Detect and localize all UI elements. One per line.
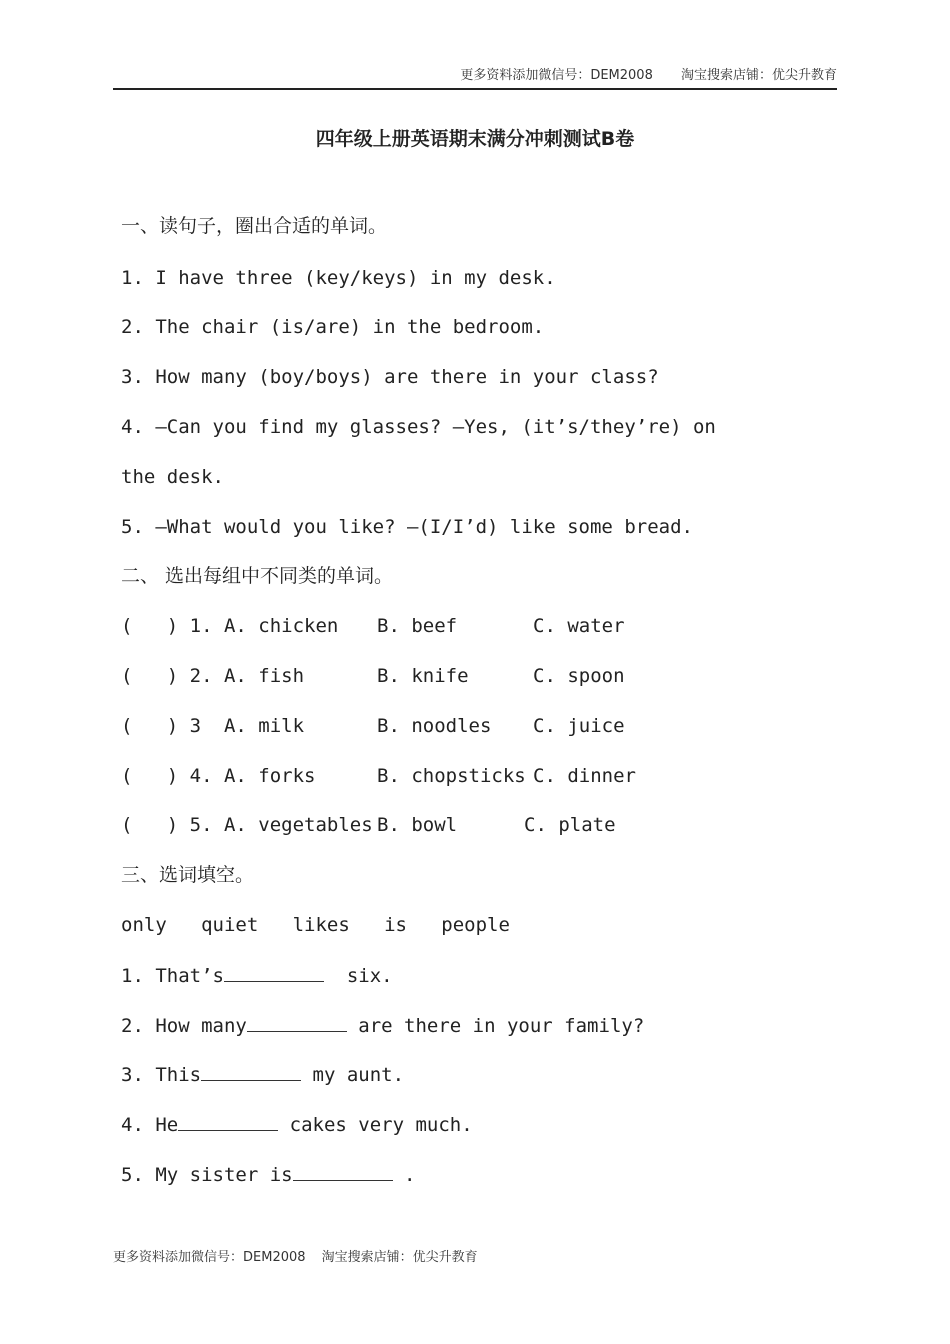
answer-blank[interactable] — [201, 1062, 301, 1081]
section1-item-2: 2. The chair (is/are) in the bedroom. — [121, 316, 545, 338]
header-shop: 淘宝搜索店铺：优尖升教育 — [680, 68, 837, 83]
option-b: B. bowl — [377, 814, 458, 836]
answer-blank[interactable] — [224, 963, 324, 982]
option-c: C. juice — [533, 715, 625, 737]
page-header — [113, 66, 837, 90]
section3-heading: 三、选词填空。 — [121, 864, 255, 886]
section1-item-1: 1. I have three (key/keys) in my desk. — [121, 267, 556, 289]
answer-blank[interactable] — [293, 1162, 393, 1181]
section2-row-2 — [121, 664, 841, 688]
row-prefix: ( ) 1. A. chicken — [121, 615, 339, 637]
header-contact: 更多资料添加微信号：DEM2008 — [460, 68, 653, 83]
fill-item-text: 2. How many — [121, 1015, 247, 1037]
row-prefix: ( ) 2. A. fish — [121, 665, 305, 687]
section2-row-5 — [121, 813, 841, 837]
section1-item-4: 4. —Can you find my glasses? —Yes, (it’s/they’re) on — [121, 416, 716, 438]
option-b: B. beef — [377, 615, 458, 637]
option-c: C. plate — [524, 814, 616, 836]
answer-blank[interactable] — [247, 1013, 347, 1032]
option-b: B. knife — [377, 665, 469, 687]
fill-item-text: 3. This — [121, 1064, 202, 1086]
section2-row-1 — [121, 614, 841, 638]
row-prefix: ( ) 3 A. milk — [121, 715, 305, 737]
answer-blank[interactable] — [178, 1112, 278, 1131]
section1-heading: 一、读句子，圈出合适的单词。 — [121, 215, 388, 237]
footer-shop: 淘宝搜索店铺：优尖升教育 — [321, 1250, 478, 1265]
fill-item-text: six. — [323, 965, 393, 987]
page-footer — [113, 1246, 490, 1265]
fill-item-text: are there in your family? — [346, 1015, 645, 1037]
fill-item-5 — [121, 1162, 415, 1187]
section1-item-3: 3. How many (boy/boys) are there in your class? — [121, 366, 659, 388]
fill-item-text: 4. He — [121, 1114, 179, 1136]
fill-item-text: 1. That’s — [121, 965, 224, 987]
section2-heading: 二、 选出每组中不同类的单词。 — [121, 565, 394, 587]
fill-item-1 — [121, 963, 393, 988]
fill-item-text: . — [392, 1164, 416, 1186]
fill-item-text: cakes very much. — [278, 1114, 473, 1136]
option-c: C. dinner — [533, 765, 636, 787]
option-c: C. water — [533, 615, 625, 637]
fill-item-text: 5. My sister is — [121, 1164, 293, 1186]
section2-row-3 — [121, 714, 841, 738]
section1-item-4-cont: the desk. — [121, 466, 224, 488]
row-prefix: ( ) 4. A. forks — [121, 765, 316, 787]
fill-item-3 — [121, 1062, 404, 1087]
option-b: B. chopsticks — [377, 765, 526, 787]
option-c: C. spoon — [533, 665, 625, 687]
page-title: 四年级上册英语期末满分冲刺测试B卷 — [315, 128, 635, 150]
fill-item-4 — [121, 1112, 473, 1137]
fill-item-2 — [121, 1013, 644, 1038]
section2-row-4 — [121, 764, 841, 788]
fill-item-text: my aunt. — [301, 1064, 405, 1086]
row-prefix: ( ) 5. A. vegetables — [121, 814, 373, 836]
word-bank: only quiet likes is people — [121, 914, 510, 936]
footer-contact: 更多资料添加微信号：DEM2008 — [113, 1250, 306, 1265]
option-b: B. noodles — [377, 715, 492, 737]
section1-item-5: 5. —What would you like? —(I/I’d) like some bread. — [121, 516, 693, 538]
